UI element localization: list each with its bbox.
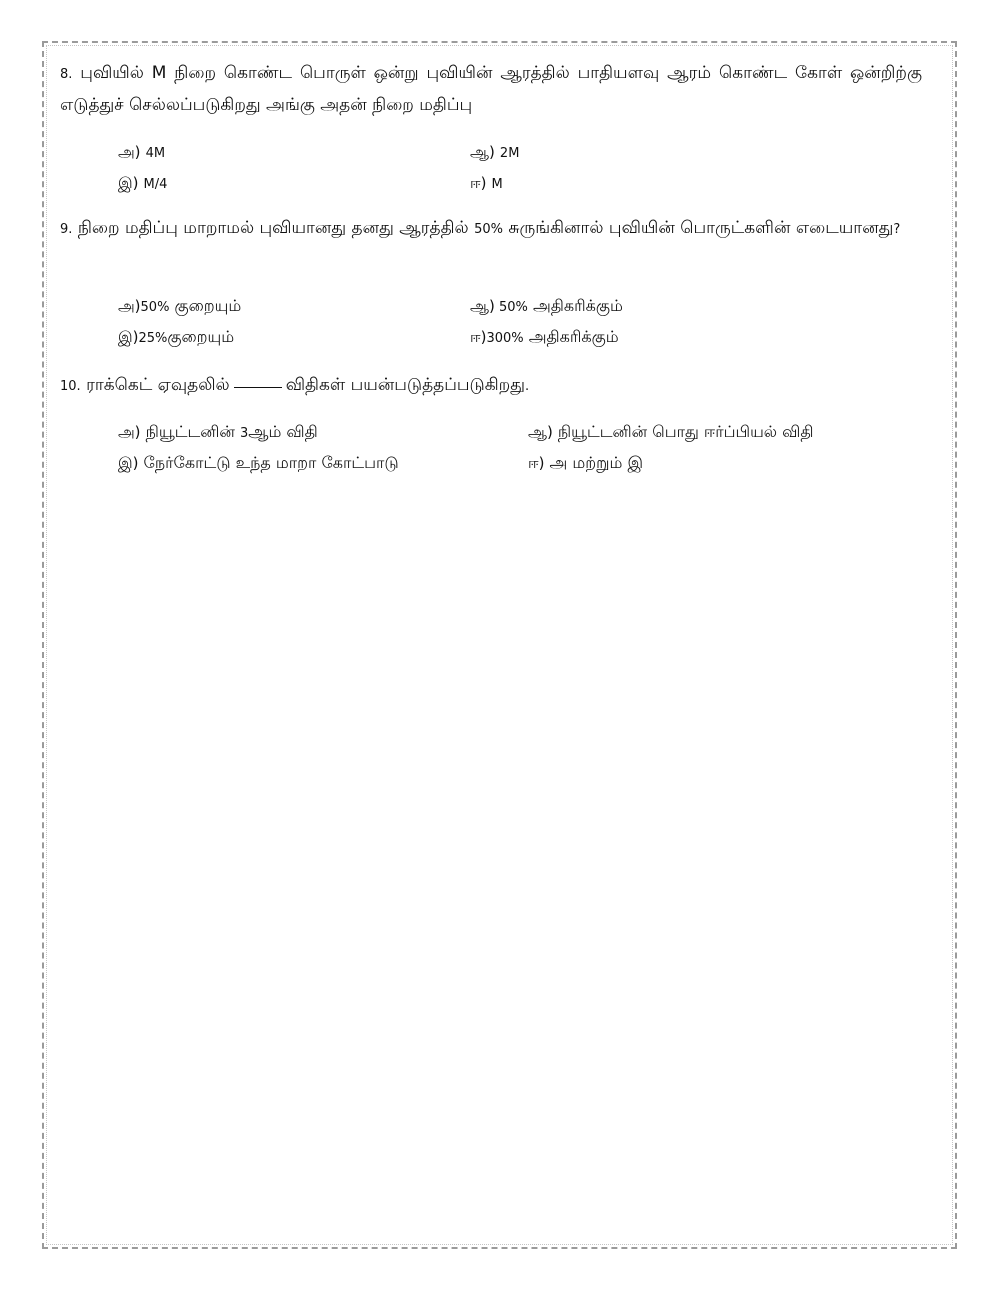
option-a[interactable]: அ) நியூட்டனின் 3ஆம் விதி [118, 422, 318, 441]
question-10 [60, 370, 922, 402]
question-9-options [60, 294, 922, 356]
question-9 [60, 213, 922, 245]
answer-blank[interactable] [234, 387, 282, 388]
question-8-text [60, 58, 922, 121]
option-c[interactable]: இ)25%குறையும் [118, 327, 235, 346]
option-a[interactable]: அ) 4M [118, 143, 166, 161]
option-b[interactable]: ஆ) நியூட்டனின் பொது ஈர்ப்பியல் விதி [528, 422, 814, 441]
question-number: 8. [60, 67, 73, 82]
question-8 [60, 58, 922, 121]
option-a[interactable]: அ)50% குறையும் [118, 296, 242, 315]
option-c[interactable]: இ) M/4 [118, 174, 168, 192]
question-10-options [60, 420, 922, 482]
question-number: 9. [60, 222, 73, 237]
question-10-text: 10. ராக்கெட் ஏவுதலில் விதிகள் பயன்படுத்தப்படுகிறது. [60, 375, 530, 395]
question-number: 10. [60, 379, 81, 394]
option-b[interactable]: ஆ) 50% அதிகரிக்கும் [470, 296, 623, 315]
question-body: புவியில் M நிறை கொண்ட பொருள் ஒன்று புவியின் ஆரத்தில் பாதியளவு ஆரம் கொண்ட கோள் ஒன்றிற்கு எடுத்துச் செல்லப்படுகிறது அங்கு அதன் நிறை மதிப்பு [60, 63, 922, 115]
option-d[interactable]: ஈ) அ மற்றும் இ [528, 453, 644, 472]
option-d[interactable]: ஈ) M [470, 174, 503, 192]
question-8-options [60, 140, 922, 200]
option-c[interactable]: இ) நேர்கோட்டு உந்த மாறா கோட்பாடு [118, 453, 399, 472]
question-9-text: 9. நிறை மதிப்பு மாறாமல் புவியானது தனது ஆரத்தில் 50% சுருங்கினால் புவியின் பொருட்களின் எடையானது? [60, 218, 901, 238]
option-b[interactable]: ஆ) 2M [470, 143, 520, 161]
option-d[interactable]: ஈ)300% அதிகரிக்கும் [470, 327, 619, 346]
